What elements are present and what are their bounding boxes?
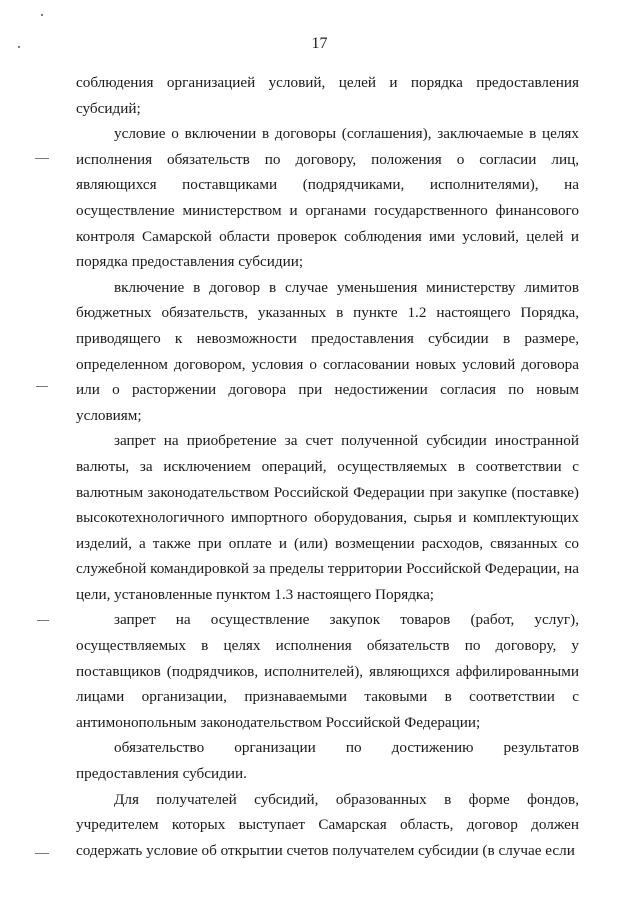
paragraph-1: соблюдения организацией условий, целей и порядка предоставления субсидий; (76, 74, 579, 117)
scan-speck (41, 14, 43, 16)
paragraph-5: запрет на осуществление закупок товаров (работ, услуг), осуществляемых в целях исполнения обязательств по договору, у поставщиков (подрядчиков, исполнителей), являющихся аффилированными лицами организации, признаваемыми таковыми в соответствии с антимонопольным законодательством Российской Федерации; (76, 611, 579, 731)
scan-mark (35, 853, 49, 854)
paragraph-7: Для получателей субсидий, образованных в форме фондов, учредителем которых выступает Самарская область, договор должен содержать условие об открытии счетов получателем субсидии (в случае если (76, 790, 579, 859)
document-body (76, 70, 579, 863)
paragraph-6: обязательство организации по достижению результатов предоставления субсидии. (76, 739, 579, 783)
scan-mark (36, 386, 48, 387)
page-number: 17 (311, 35, 328, 52)
paragraph-2: условие о включении в договоры (соглашения), заключаемые в целях исполнения обязательств по договору, положения о согласии лиц, являющихся поставщиками (подрядчиками, исполнителями), на осуществление министерством и органами государственного финансового контроля Самарской области проверок соблюдения ими условий, целей и порядка предоставления субсидии; (76, 125, 579, 271)
paragraph-4: запрет на приобретение за счет полученной субсидии иностранной валюты, за исключением операций, осуществляемых в соответствии с валютным законодательством Российской Федерации при закупке (поставке) высокотехнологичного импортного оборудования, сырья и комплектующих изделий, а также при оплате и (или) возмещении расходов, связанных со служебной командировкой за пределы территории Российской Федерации, на цели, установленные пунктом 1.3 настоящего Порядка; (76, 432, 579, 603)
scan-mark (35, 158, 49, 159)
scan-mark (37, 620, 49, 621)
paragraph-3: включение в договор в случае уменьшения министерству лимитов бюджетных обязательств, указанных в пункте 1.2 настоящего Порядка, приводящего к невозможности предоставления субсидии в размере, определенном договором, условия о согласовании новых условий договора или о расторжении договора при недостижении согласия по новым условиям; (76, 278, 579, 424)
